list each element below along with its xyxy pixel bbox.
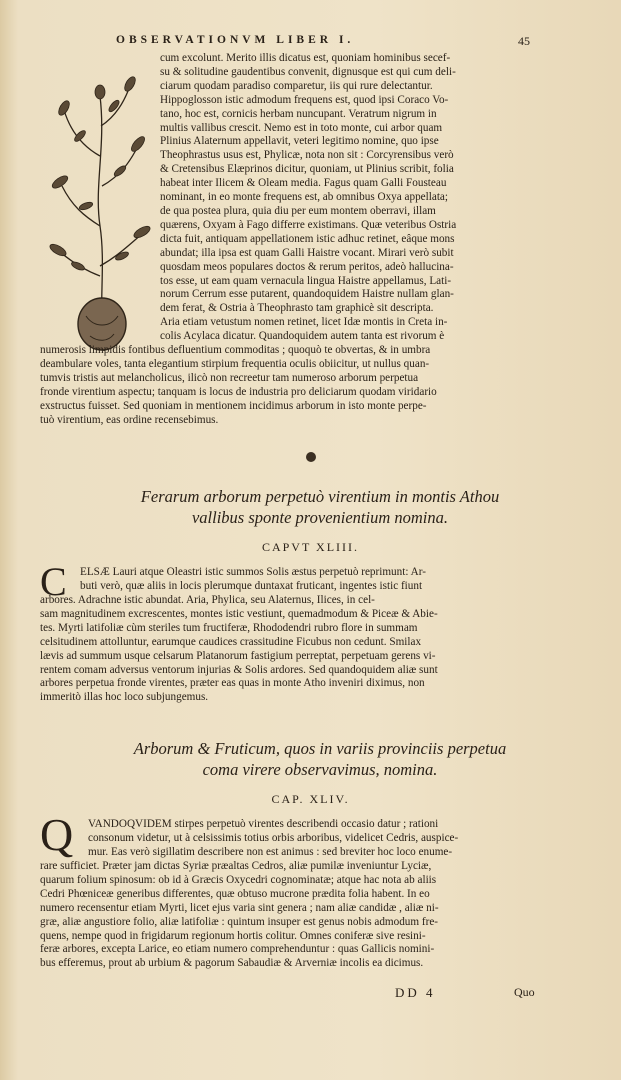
text-line: Aria etiam vetustum nomen retinet, licet Idæ montis in Creta in- — [160, 316, 448, 329]
text-line: bus efferemus, prout ab urbium & pagorum Sabaudiæ & Arverniæ incolis ea dicimus. — [40, 957, 424, 970]
text-line: feræ arbores, excepta Larice, eo etiam numero comprehenduntur : quas Gallicis nomini- — [40, 943, 435, 956]
paragraph-full-width-1 — [40, 344, 437, 427]
heading-line: Ferarum arborum perpetuò virentium in montis Athou — [140, 487, 500, 506]
text-line: norum Cerrum esse putarent, quandoquidem Haistre nullam glan- — [160, 288, 454, 301]
paragraph-3-opening — [88, 818, 458, 860]
text-line: tuò virentium, eas ordine recensebimus. — [40, 413, 219, 426]
text-line: dicta fuit, antiquam appellationem istic adhuc retinet, eâque mons — [160, 232, 455, 245]
paragraph-3 — [40, 860, 439, 971]
heading-line: vallibus sponte provenientium nomina. — [191, 508, 449, 527]
text-line: quærens, Oxyam à Fago differre existimans. Quæ veteribus Ostria — [160, 218, 457, 231]
text-line: tes. Myrti latifoliæ cùm steriles tum fructiferæ, Rhododendri rubro flore in summam — [40, 621, 418, 634]
plant-woodcut-illustration — [34, 66, 152, 356]
text-line: sam magnitudinem excrescentes, montes istic vestiunt, quemadmodum & Piceæ & Abie- — [40, 607, 438, 620]
running-head — [0, 34, 621, 52]
text-line: habeat inter Ilicem & Oleam media. Fagus quam Galli Fousteau — [160, 177, 447, 190]
text-line: exstructus fuisset. Sed quoniam in mentionem incidimus arborum in isto monte perpe- — [40, 399, 427, 412]
text-line: abundat; illa ipsa est quam Galli Haistre vocant. Mirari verò subit — [160, 246, 454, 259]
text-line: arbores. Adrachne istic abundat. Aria, Phylica, seu Alaternus, Ilices, in cel- — [40, 594, 375, 606]
text-line: tos esse, ut eam quam vernacula lingua Haistre appellamus, Lati- — [160, 274, 452, 287]
text-line: ciarum quodam paradiso comparetur, iis qui rure delectantur. — [160, 79, 433, 92]
text-line: rentem comam adversus ventorum injurias & Solis ardores. Sed quandoquidem aliæ sunt — [40, 663, 438, 676]
text-line: su & solitudine gaudentibus convenit, dignusque est qui cum deli- — [160, 65, 456, 78]
text-line: Cedri Phœniceæ generibus differentes, quæ obtuso mucrone prædita folia habent. In eo — [40, 887, 430, 900]
text-line: quens, nempe quod in frigidarum regionum hortis colitur. Omnes coniferæ sive resini- — [40, 929, 426, 942]
ink-blot — [306, 452, 316, 462]
text-line: consonum videtur, ut à celsissimis totius orbis arboribus, videlicet Cedris, auspice- — [88, 831, 459, 844]
text-line: dem ferat, & Ostria à Theophrasto tam graphicè sit descripta. — [160, 302, 434, 315]
text-line: multis vallibus crescit. Nemo est in toto monte, cui arbor quam — [160, 121, 443, 134]
text-line: arbores perpetua fronde virentes, præter eas quas in monte Atho inveniri diximus, non — [40, 677, 425, 690]
heading-line: Arborum & Fruticum, quos in variis provinciis perpetua — [133, 739, 507, 758]
heading-line: coma virere observavimus, nomina. — [202, 760, 438, 779]
text-line: VANDOQVIDEM stirpes perpetuò virentes describendi occasio datur ; rationi — [88, 818, 439, 830]
text-line: quosdam meos populares doctos & rerum peritos, adeò hallucina- — [160, 260, 454, 273]
text-line: tano, hoc est, cornicis herbam nuncupant. Veratrum nigrum in — [160, 107, 437, 120]
text-line: cum excolunt. Merito illis dicatus est, quoniam hominibus secef- — [160, 52, 451, 64]
page-number: 45 — [518, 34, 530, 48]
text-line: & Cretensibus Elæprinos dicitur, quoniam, ut Plinius scribit, folia — [160, 163, 454, 176]
text-line: quarum folium spinosum: ob id à Græcis Oxycedri cognominatæ; atque hac nota ab aliis — [40, 873, 437, 886]
text-line: Theophrastus usus est, Phylicæ, nota non sit : Corcyrensibus verò — [160, 149, 454, 162]
text-line: tumvis tristis aut melancholicus, ilicò non recreetur tam numeroso arborum perpetua — [40, 371, 419, 384]
text-line: rare sufficiet. Præter jam dictas Syriæ præaltas Cedros, aliæ pumilæ inveniuntur Lyciæ, — [40, 860, 432, 872]
text-line: Plinius Alaternum appellavit, veteri legitimo nomine, quo ipse — [160, 135, 439, 148]
paragraph-2-opening — [80, 566, 426, 594]
catchword: Quo — [514, 985, 535, 999]
chapter-label-1: CAPVT XLIII. — [261, 540, 360, 554]
text-line: numero recensentur etiam Myrti, licet ejus varia sint genera ; nam aliæ candidæ , aliæ ni- — [40, 901, 439, 914]
text-line: fronde virentium aspectu; tanquam is locus de industria pro deliciarum quodam viridario — [40, 385, 437, 398]
text-line: Hippoglosson istic admodum frequens est, quod ipsi Coraco Vo- — [160, 93, 449, 106]
text-line: colis Acylaca dicatur. Quandoquidem autem tanta est rivorum è — [160, 330, 445, 343]
text-line: mur. Eas verò sigillatim describere non est animus : sed breviter hoc loco enume- — [88, 845, 453, 858]
text-line: deambulare voles, tanta elegantium stirpium frequentia oculis obiicitur, ut nullus quan- — [40, 357, 430, 370]
running-head-title: OBSERVATIONVM LIBER I. — [116, 34, 355, 46]
root-bulb — [78, 298, 126, 350]
text-line: numerosis limpidis fontibus defluentium commoditas ; quoquò te obvertas, & in umbra — [40, 344, 431, 356]
paragraph-2 — [40, 594, 438, 705]
section-heading-2 — [60, 738, 580, 780]
text-line: ELSÆ Lauri atque Oleastri istic summos Solis æstus perpetuò reprimunt: Ar- — [80, 566, 426, 578]
section-heading-1 — [60, 486, 580, 528]
text-line: buti verò, quæ aliis in locis plerumque duntaxat fruticant, ingentes istic fiunt — [80, 579, 423, 592]
drop-cap-c: C — [40, 559, 67, 604]
text-line: lævis ad summum usque celsarum Platanorum fastigium perreptat, perpetuam gerens vi- — [40, 649, 436, 662]
text-line: de qua postea plura, quia diu per eum montem oberravi, illam — [160, 204, 436, 217]
paragraph-beside-illustration — [160, 52, 456, 344]
text-line: græ, aliæ angustiore folio, aliæ latifoliæ : quintum insuper est genus nobis admodum fre- — [40, 915, 439, 928]
text-line: immeritò illas hoc loco subjungemus. — [40, 691, 209, 704]
text-line: celsitudinem attolluntur, earumque caudices crassitudine Ficubus non cedunt. Smilax — [40, 635, 422, 648]
chapter-label-2: CAP. XLIV. — [271, 792, 350, 806]
text-line: nominant, in eo monte frequens est, ab omnibus Oxya appellata; — [160, 191, 449, 204]
signature-mark: DD 4 — [395, 985, 436, 1000]
drop-cap-q: Q — [40, 809, 74, 860]
